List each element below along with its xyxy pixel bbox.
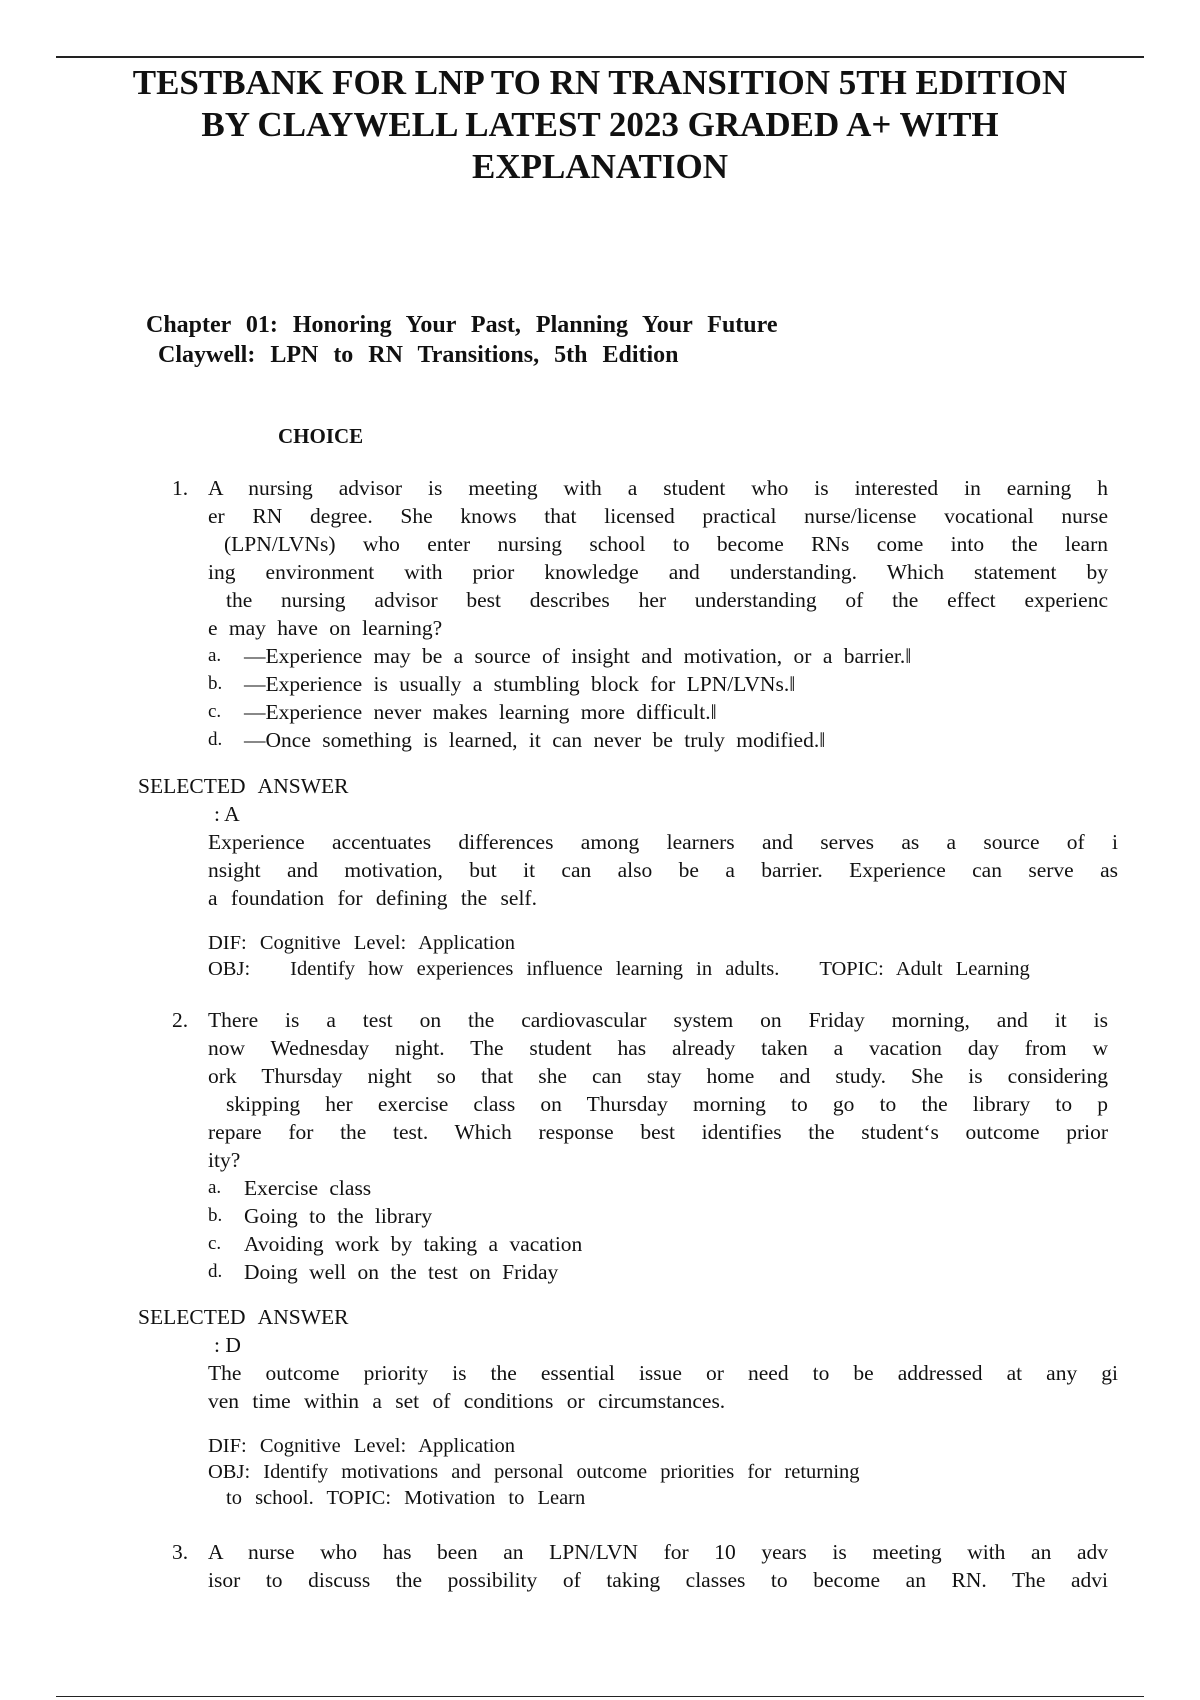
question-3 — [172, 1538, 1108, 1594]
option-c[interactable] — [208, 698, 1108, 726]
rationale-line: a foundation for defining the self. — [208, 886, 537, 910]
stem-line: A nursing advisor is meeting with a student who is interested in earning h — [208, 476, 1108, 500]
option-text: —Experience is usually a stumbling block for LPN/LVNs.‖ — [244, 672, 796, 696]
option-text: Avoiding work by taking a vacation — [244, 1232, 583, 1256]
option-letter: c. — [208, 1233, 222, 1254]
option-d[interactable] — [208, 726, 1108, 754]
rationale — [208, 828, 1118, 912]
stem-line: the nursing advisor best describes her understanding of the effect experienc — [226, 588, 1108, 612]
stem-line: now Wednesday night. The student has already taken a vacation day from w — [208, 1036, 1108, 1060]
title-line-3: EXPLANATION — [471, 147, 729, 186]
stem-line: (LPN/LVNs) who enter nursing school to become RNs come into the learn — [224, 532, 1108, 556]
section-heading: CHOICE — [278, 424, 364, 448]
title-line-2: BY CLAYWELL LATEST 2023 GRADED A+ WITH — [201, 105, 999, 144]
answer-key: : A — [214, 802, 240, 826]
option-c[interactable] — [208, 1230, 1108, 1258]
question-1 — [172, 474, 1108, 754]
stem-line: skipping her exercise class on Thursday morning to go to the library to p — [226, 1092, 1108, 1116]
options-list — [208, 642, 1108, 754]
option-text: Doing well on the test on Friday — [244, 1260, 559, 1284]
stem-line: er RN degree. She knows that licensed practical nurse/license vocational nurse — [208, 504, 1108, 528]
option-d[interactable] — [208, 1258, 1108, 1286]
question-metadata — [208, 1433, 1118, 1511]
option-a[interactable] — [208, 1174, 1108, 1202]
option-letter: a. — [208, 645, 222, 666]
objective-line-1: OBJ: Identify motivations and personal outcome priorities for returning — [208, 1461, 860, 1483]
option-letter: d. — [208, 1261, 223, 1282]
rationale-line: Experience accentuates differences among learners and serves as a source of i — [208, 830, 1118, 854]
stem-line: ing environment with prior knowledge and understanding. Which statement by — [208, 560, 1108, 584]
option-letter: d. — [208, 729, 223, 750]
option-b[interactable] — [208, 670, 1108, 698]
answer-key: : D — [214, 1333, 241, 1357]
rationale-line: The outcome priority is the essential issue or need to be addressed at any gi — [208, 1361, 1118, 1385]
rationale-line: ven time within a set of conditions or circumstances. — [208, 1389, 726, 1413]
answer-block-2 — [138, 1303, 1118, 1511]
option-letter: b. — [208, 673, 223, 694]
stem-line: A nurse who has been an LPN/LVN for 10 years is meeting with an adv — [208, 1540, 1108, 1564]
topic: TOPIC: Adult Learning — [819, 958, 1030, 980]
answer-block-1 — [138, 772, 1118, 982]
options-list — [208, 1174, 1108, 1286]
chapter-title: Chapter 01: Honoring Your Past, Planning Your Future — [146, 312, 778, 338]
answer-label: SELECTED ANSWER — [138, 1305, 349, 1329]
book-title: Claywell: LPN to RN Transitions, 5th Edition — [158, 342, 679, 368]
stem-line: There is a test on the cardiovascular system on Friday morning, and it is — [208, 1008, 1108, 1032]
option-text: Going to the library — [244, 1204, 433, 1228]
option-text: Exercise class — [244, 1176, 372, 1200]
rationale — [208, 1359, 1118, 1415]
question-number: 3. — [172, 1540, 189, 1564]
option-text: —Experience never makes learning more difficult.‖ — [244, 700, 717, 724]
option-b[interactable] — [208, 1202, 1108, 1230]
question-2 — [172, 1006, 1108, 1286]
question-metadata — [208, 930, 1118, 982]
document-title — [100, 62, 1100, 188]
question-stem — [208, 1538, 1108, 1594]
option-letter: c. — [208, 701, 222, 722]
difficulty: DIF: Cognitive Level: Application — [208, 1435, 515, 1457]
title-line-1: TESTBANK FOR LNP TO RN TRANSITION 5TH EDITION — [132, 63, 1068, 102]
rationale-line: nsight and motivation, but it can also be a barrier. Experience can serve as — [208, 858, 1118, 882]
option-letter: a. — [208, 1177, 222, 1198]
question-number: 2. — [172, 1008, 189, 1032]
stem-line: ity? — [208, 1148, 241, 1172]
stem-line: ork Thursday night so that she can stay home and study. She is considering — [208, 1064, 1108, 1088]
question-stem — [208, 1006, 1108, 1174]
stem-line: repare for the test. Which response best identifies the student‘s outcome prior — [208, 1120, 1108, 1144]
question-stem — [208, 474, 1108, 642]
objective-label: OBJ: — [208, 958, 251, 980]
bottom-rule — [56, 1696, 1144, 1697]
option-text: —Experience may be a source of insight and motivation, or a barrier.‖ — [244, 644, 912, 668]
chapter-heading — [146, 310, 778, 370]
objective-text: Identify how experiences influence learning in adults. — [290, 958, 780, 980]
top-rule — [56, 56, 1144, 58]
stem-line: isor to discuss the possibility of taking classes to become an RN. The advi — [208, 1568, 1108, 1592]
question-number: 1. — [172, 476, 189, 500]
difficulty: DIF: Cognitive Level: Application — [208, 932, 515, 954]
stem-line: e may have on learning? — [208, 616, 443, 640]
option-a[interactable] — [208, 642, 1108, 670]
option-letter: b. — [208, 1205, 223, 1226]
option-text: —Once something is learned, it can never be truly modified.‖ — [244, 728, 826, 752]
answer-label: SELECTED ANSWER — [138, 774, 349, 798]
objective-line-2: to school. TOPIC: Motivation to Learn — [226, 1487, 586, 1509]
